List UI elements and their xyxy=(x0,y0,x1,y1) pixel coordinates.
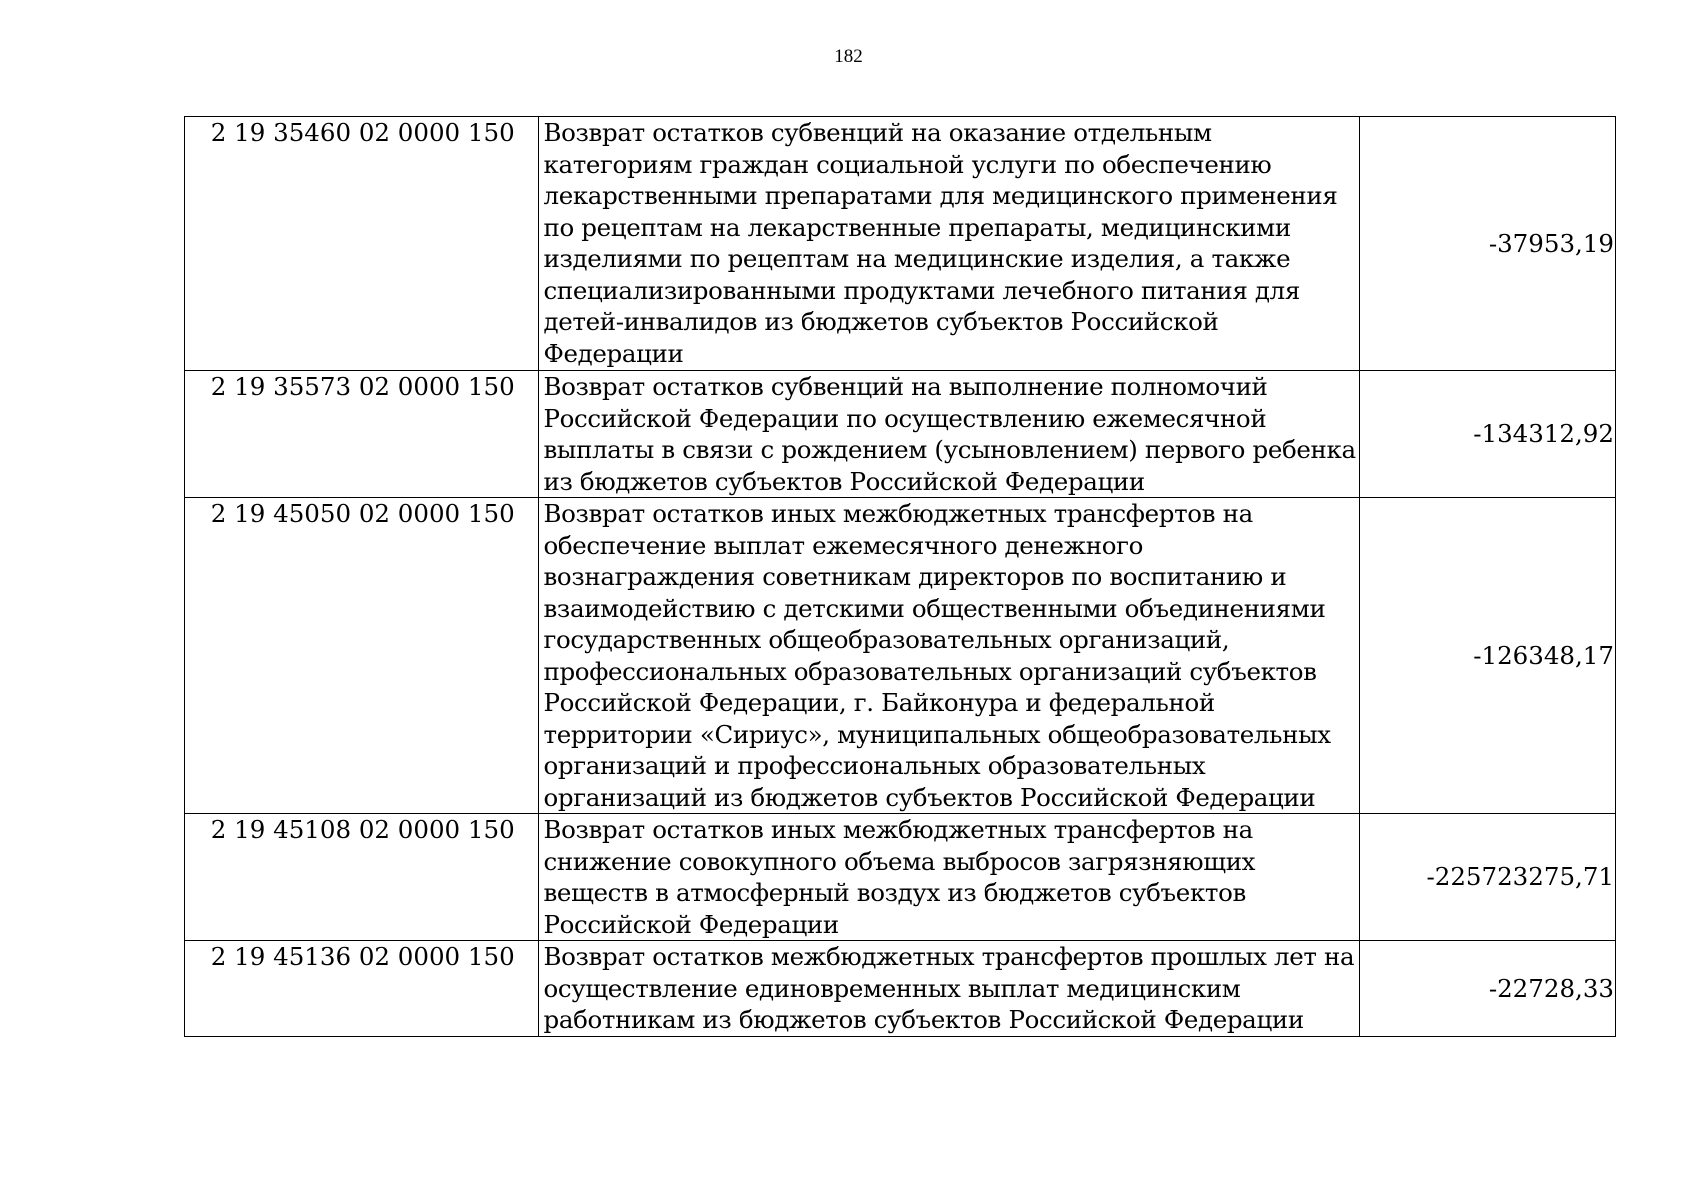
table-row xyxy=(185,941,1616,1037)
amount-cell: -134312,92 xyxy=(1359,371,1615,498)
table-row xyxy=(185,814,1616,941)
description-text: Возврат остатков субвенций на выполнение полномочий Российской Федерации по осуществлению ежемесячной выплаты в связи с рождением (усыновлением) первого ребенка из бюджетов субъектов Российской Федерации xyxy=(543,372,1356,496)
description-cell xyxy=(539,371,1359,498)
amount-cell: -37953,19 xyxy=(1359,117,1615,371)
budget-code-cell: 2 19 45050 02 0000 150 xyxy=(185,498,539,814)
table-row xyxy=(185,371,1616,498)
budget-code-cell: 2 19 45136 02 0000 150 xyxy=(185,941,539,1037)
description-cell xyxy=(539,498,1359,814)
amount-cell: -126348,17 xyxy=(1359,498,1615,814)
amount-cell: -225723275,71 xyxy=(1359,814,1615,941)
description-text: Возврат остатков иных межбюджетных трансфертов на снижение совокупного объема выбросов загрязняющих веществ в атмосферный воздух из бюджетов субъектов Российской Федерации xyxy=(543,815,1256,939)
description-cell xyxy=(539,814,1359,941)
budget-code-cell: 2 19 35460 02 0000 150 xyxy=(185,117,539,371)
budget-code-cell: 2 19 35573 02 0000 150 xyxy=(185,371,539,498)
description-text: Возврат остатков субвенций на оказание отдельным категориям граждан социальной услуги по обеспечению лекарственными препаратами для медицинского применения по рецептам на лекарственные препараты, медицинскими изделиями по рецептам на медицинские изделия, а также специализированными продуктами лечебного питания для детей-инвалидов из бюджетов субъектов Российской Федерации xyxy=(543,118,1338,368)
amount-cell: -22728,33 xyxy=(1359,941,1615,1037)
description-cell xyxy=(539,941,1359,1037)
page-number: 182 xyxy=(834,46,863,67)
budget-table xyxy=(184,116,1616,1037)
table-row xyxy=(185,117,1616,371)
description-cell xyxy=(539,117,1359,371)
table-row xyxy=(185,498,1616,814)
description-text: Возврат остатков иных межбюджетных трансфертов на обеспечение выплат ежемесячного денежного вознаграждения советникам директоров по воспитанию и взаимодействию с детскими общественными объединениями государственных общеобразовательных организаций, профессиональных образовательных организаций субъектов Российской Федерации, г. Байконура и федеральной территории «Сириус», муниципальных общеобразовательных организаций и профессиональных образовательных организаций из бюджетов субъектов Российской Федерации xyxy=(543,499,1331,812)
description-text: Возврат остатков межбюджетных трансфертов прошлых лет на осуществление единовременных выплат медицинским работникам из бюджетов субъектов Российской Федерации xyxy=(543,942,1355,1034)
budget-code-cell: 2 19 45108 02 0000 150 xyxy=(185,814,539,941)
